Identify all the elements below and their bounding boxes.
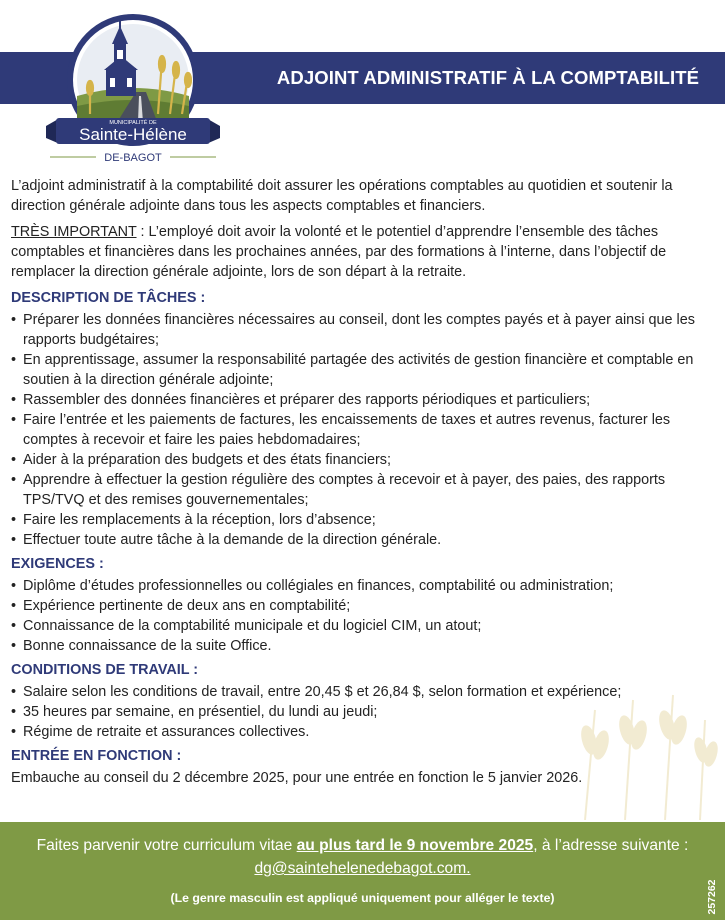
- list-item: • Régime de retraite et assurances collectives.: [11, 722, 716, 742]
- list-item: • Connaissance de la comptabilité municipale et du logiciel CIM, un atout;: [11, 616, 716, 636]
- list-item: • Effectuer toute autre tâche à la demande de la direction générale.: [11, 530, 716, 550]
- list-item: • 35 heures par semaine, en présentiel, du lundi au jeudi;: [11, 702, 716, 722]
- footer-deadline: au plus tard le 9 novembre 2025: [296, 837, 534, 854]
- footer-note: (Le genre masculin est appliqué uniquement pour alléger le texte): [170, 891, 555, 905]
- important-label: TRÈS IMPORTANT: [11, 224, 137, 240]
- footer-banner: [0, 822, 725, 920]
- ad-number-text: 257262: [706, 879, 718, 915]
- list-item: • Expérience pertinente de deux ans en comptabilité;: [11, 596, 716, 616]
- list-item: • Diplôme d’études professionnelles ou collégiales en finances, comptabilité ou administration;: [11, 576, 716, 596]
- conditions-list: [11, 682, 716, 742]
- list-item: • En apprentissage, assumer la responsabilité partagée des activités de gestion financière et comptable en soutien à la direction générale adjointe;: [11, 350, 716, 390]
- footer-email-link[interactable]: dg@saintehelenedebagot.com.: [254, 860, 471, 877]
- important-text: : L’employé doit avoir la volonté et le potentiel d’apprendre l’ensemble des tâches comptables et financières dans les prochaines années, par des formations à l’interne, dans l’objectif de remplacer la direction générale adjointe, lors de son départ à la retraite.: [11, 224, 667, 280]
- ad-number: [705, 879, 719, 915]
- list-item: • Salaire selon les conditions de travail, entre 20,45 $ et 26,84 $, selon formation et expérience;: [11, 682, 716, 702]
- footer-apply-after: , à l’adresse suivante :: [533, 837, 689, 854]
- start-heading: ENTRÉE EN FONCTION :: [11, 748, 182, 764]
- page-title: ADJOINT ADMINISTRATIF À LA COMPTABILITÉ: [276, 67, 700, 88]
- requirements-heading: EXIGENCES :: [11, 556, 104, 572]
- conditions-heading: CONDITIONS DE TRAVAIL :: [11, 662, 199, 678]
- list-item: • Faire l’entrée et les paiements de factures, les encaissements de taxes et autres revenus, facturer les comptes à recevoir et faire les paies hebdomadaires;: [11, 410, 716, 450]
- requirements-list: [11, 576, 716, 656]
- job-posting-body: [11, 176, 716, 788]
- important-paragraph: [11, 222, 716, 282]
- logo-subname: DE-BAGOT: [104, 152, 162, 164]
- municipality-logo: [38, 14, 228, 164]
- footer-apply-before: Faites parvenir votre curriculum vitae: [36, 837, 297, 854]
- logo-name: Sainte-Hélène: [79, 125, 187, 144]
- tasks-heading: DESCRIPTION DE TÂCHES :: [11, 290, 206, 306]
- intro-paragraph: L’adjoint administratif à la comptabilité doit assurer les opérations comptables au quotidien et soutenir la direction générale adjointe dans tous les aspects comptables et financiers.: [11, 178, 673, 214]
- logo-municipality-label: MUNICIPALITÉ DE: [109, 120, 157, 126]
- footer-apply-line: [0, 836, 725, 856]
- list-item: • Aider à la préparation des budgets et des états financiers;: [11, 450, 716, 470]
- list-item: • Apprendre à effectuer la gestion régulière des comptes à recevoir et à payer, des paies, des rapports TPS/TVQ et des remises gouvernementales;: [11, 470, 716, 510]
- list-item: • Rassembler des données financières et préparer des rapports périodiques et particuliers;: [11, 390, 716, 410]
- list-item: • Faire les remplacements à la réception, lors d’absence;: [11, 510, 716, 530]
- tasks-list: [11, 310, 716, 550]
- list-item: • Préparer les données financières nécessaires au conseil, dont les comptes payés et à payer ainsi que les rapports budgétaires;: [11, 310, 716, 350]
- start-text: Embauche au conseil du 2 décembre 2025, pour une entrée en fonction le 5 janvier 2026.: [11, 770, 583, 786]
- list-item: • Bonne connaissance de la suite Office.: [11, 636, 716, 656]
